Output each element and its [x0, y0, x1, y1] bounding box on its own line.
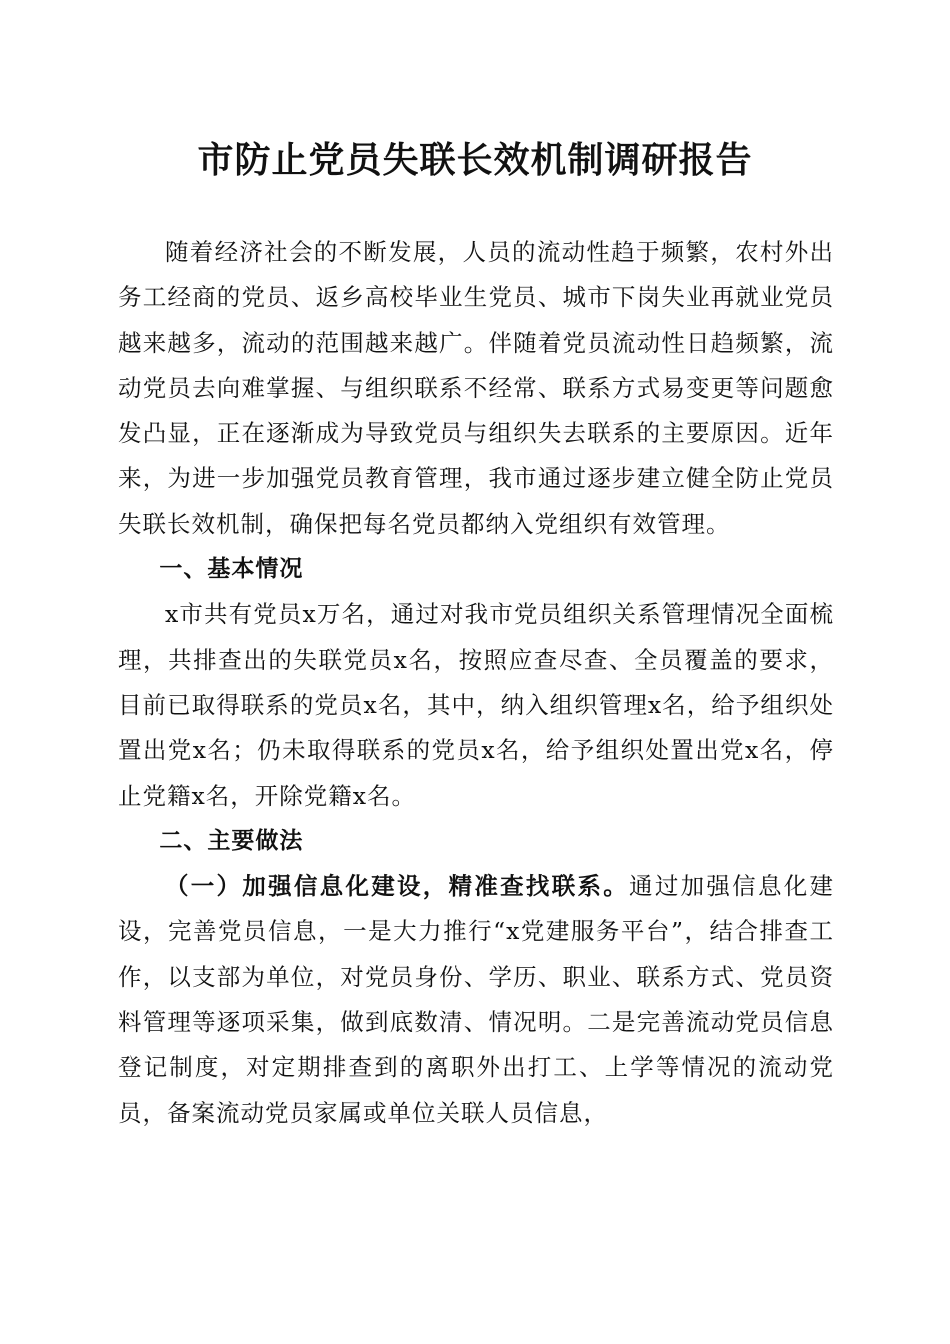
basic-situation-paragraph: x市共有党员x万名，通过对我市党员组织关系管理情况全面梳理，共排查出的失联党员x名，按照应查尽查、全员覆盖的要求，目前已取得联系的党员x名，其中，纳入组织管理x名，给予组织处置出党x名；仍未取得联系的党员x名，给予组织处置出党x名，停止党籍x名，开除党籍x名。	[118, 600, 834, 810]
practice-one-text: 通过加强信息化建设，完善党员信息，一是大力推行“x党建服务平台”，结合排查工作，以支部为单位，对党员身份、学历、职业、联系方式、党员资料管理等逐项采集，做到底数清、情况明。二是完善流动党员信息登记制度，对定期排查到的离职外出打工、上学等情况的流动党员，备案流动党员家属或单位关联人员信息，	[118, 872, 835, 1127]
intro-paragraph: 随着经济社会的不断发展，人员的流动性趋于频繁，农村外出务工经商的党员、返乡高校毕业生党员、城市下岗失业再就业党员越来越多，流动的范围越来越广。伴随着党员流动性日趋频繁，流动党员去向难掌握、与组织联系不经常、联系方式易变更等问题愈发凸显，正在逐渐成为导致党员与组织失去联系的主要原因。近年来，为进一步加强党员教育管理，我市通过逐步建立健全防止党员失联长效机制，确保把每名党员都纳入党组织有效管理。	[118, 238, 834, 538]
document-body	[118, 230, 834, 1136]
document-title: 市防止党员失联长效机制调研报告	[197, 139, 753, 181]
practice-one-lead: （一）加强信息化建设，精准查找联系。	[165, 872, 630, 901]
section-heading-basic-situation: 一、基本情况	[159, 556, 304, 583]
practice-one-paragraph	[118, 864, 834, 1136]
section-heading-main-practices: 二、主要做法	[159, 827, 304, 854]
